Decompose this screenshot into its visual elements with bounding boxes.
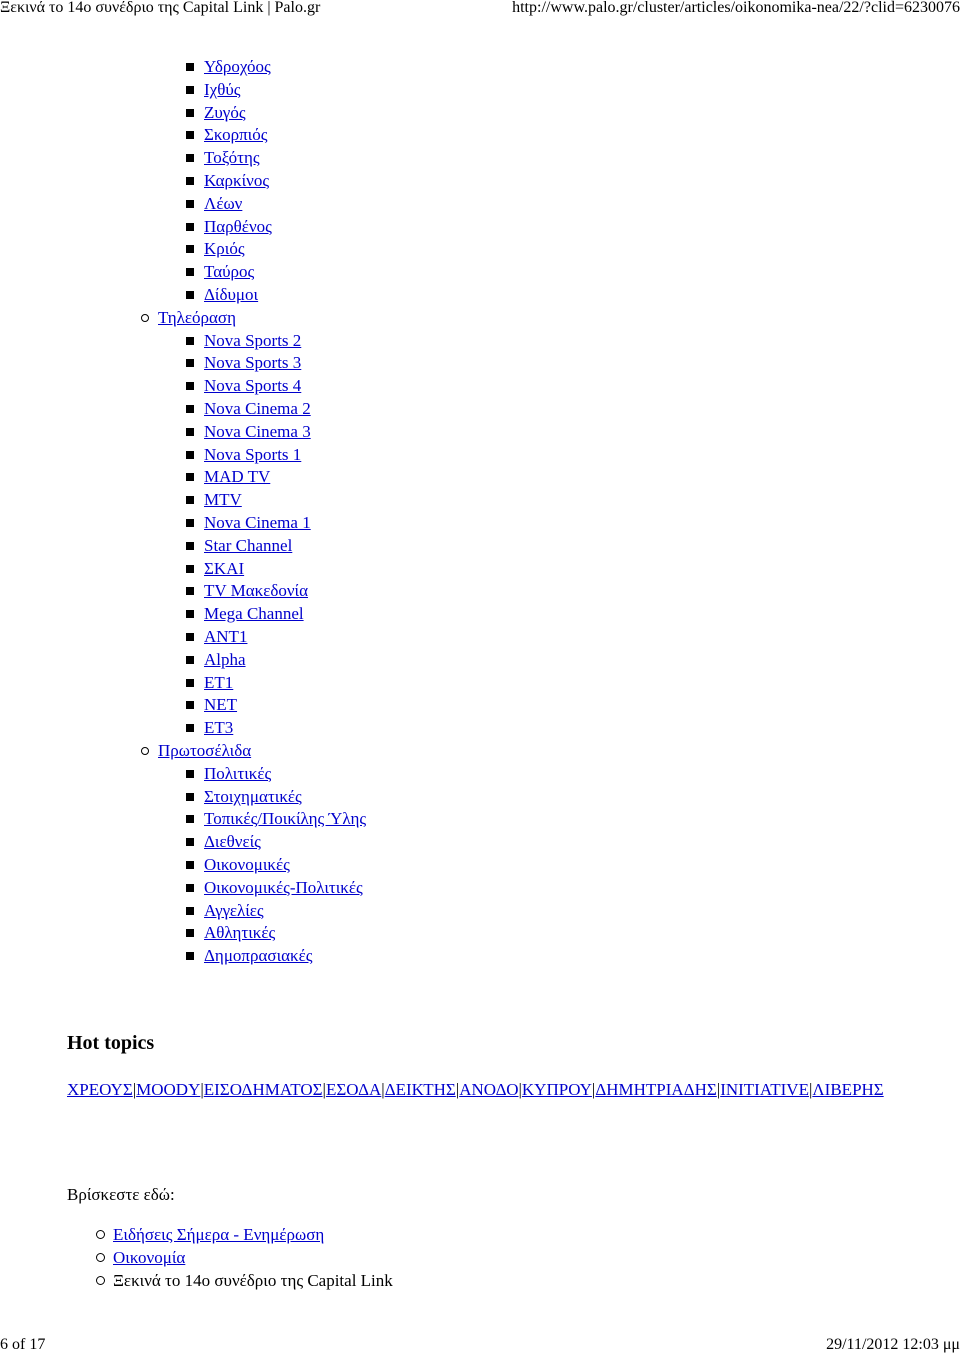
- front-page-item-link[interactable]: Στοιχηματικές: [204, 786, 302, 806]
- square-bullet-icon: [186, 542, 194, 550]
- circle-bullet-icon: [96, 1276, 105, 1285]
- front-page-item-link[interactable]: Αθλητικές: [204, 923, 276, 943]
- square-bullet-icon: [186, 154, 194, 162]
- hot-topic-link[interactable]: ΑΝΟΔΟ: [459, 1080, 519, 1099]
- tv-channel-item-link[interactable]: ANT1: [204, 627, 248, 646]
- hot-topic-link[interactable]: ΔΗΜΗΤΡΙΑΔΗΣ: [595, 1080, 717, 1099]
- zodiac-item-link[interactable]: Σκορπιός: [204, 125, 268, 145]
- front-page-item-link[interactable]: Δημοπρασιακές: [204, 946, 313, 966]
- square-bullet-icon: [186, 337, 194, 345]
- square-bullet-icon: [186, 63, 194, 71]
- front-page-item-link[interactable]: Τοπικές/Ποικίλης Ύλης: [204, 809, 367, 829]
- tv-channel-item-link[interactable]: ΣΚΑΙ: [204, 558, 245, 578]
- zodiac-item-link[interactable]: Δίδυμοι: [204, 285, 259, 304]
- square-bullet-icon: [186, 109, 194, 117]
- tv-channel-item-link[interactable]: MTV: [204, 490, 242, 510]
- square-bullet-icon: [186, 131, 194, 139]
- front-page-item-link[interactable]: Πολιτικές: [204, 763, 272, 783]
- square-bullet-icon: [186, 428, 194, 436]
- square-bullet-icon: [186, 861, 194, 869]
- zodiac-item-link[interactable]: Τοξότης: [204, 148, 260, 168]
- print-header: [0, 0, 960, 20]
- square-bullet-icon: [186, 565, 194, 573]
- square-bullet-icon: [186, 473, 194, 481]
- circle-bullet-icon: [141, 314, 149, 322]
- square-bullet-icon: [186, 587, 194, 595]
- link-separator: |: [518, 1080, 522, 1099]
- square-bullet-icon: [186, 952, 194, 960]
- zodiac-item-link[interactable]: Κριός: [204, 239, 245, 259]
- tv-channel-item-link[interactable]: MAD TV: [204, 467, 271, 487]
- zodiac-item-link[interactable]: Λέων: [204, 193, 243, 213]
- link-separator: |: [455, 1080, 460, 1099]
- square-bullet-icon: [186, 656, 194, 664]
- tv-channel-item-link[interactable]: Nova Sports 4: [204, 376, 302, 396]
- square-bullet-icon: [186, 815, 194, 823]
- hot-topic-link[interactable]: INITIATIVE: [720, 1080, 809, 1099]
- square-bullet-icon: [186, 701, 194, 709]
- square-bullet-icon: [186, 770, 194, 778]
- link-separator: |: [381, 1080, 385, 1099]
- hot-topic-link[interactable]: ΕΙΣΟΔΗΜΑΤΟΣ: [203, 1080, 323, 1099]
- square-bullet-icon: [186, 86, 194, 94]
- front-page-item-link[interactable]: Αγγελίες: [204, 900, 264, 920]
- hot-topic-link[interactable]: ΔΕΙΚΤΗΣ: [384, 1080, 456, 1099]
- link-separator: |: [716, 1080, 721, 1099]
- print-datetime: 29/11/2012 12:03 μμ: [826, 1336, 960, 1353]
- page-title: Ξεκινά το 14ο συνέδριο της Capital Link | Palo.gr: [0, 0, 321, 16]
- page-url: http://www.palo.gr/cluster/articles/oikonomika-nea/22/?clid=6230076: [512, 0, 960, 16]
- tv-channel-item-link[interactable]: Nova Cinema 2: [204, 399, 311, 418]
- square-bullet-icon: [186, 724, 194, 732]
- link-separator: |: [132, 1080, 137, 1099]
- square-bullet-icon: [186, 519, 194, 527]
- tv-channel-item-link[interactable]: Nova Sports 1: [204, 444, 302, 464]
- square-bullet-icon: [186, 291, 194, 299]
- breadcrumb-link[interactable]: Ειδήσεις Σήμερα - Ενημέρωση: [113, 1225, 325, 1244]
- square-bullet-icon: [186, 496, 194, 504]
- hot-topic-link[interactable]: MOODY: [136, 1080, 201, 1099]
- square-bullet-icon: [186, 359, 194, 367]
- zodiac-item-link[interactable]: Ιχθύς: [204, 79, 241, 99]
- link-separator: |: [322, 1080, 326, 1099]
- square-bullet-icon: [186, 245, 194, 253]
- print-footer: [0, 1337, 960, 1355]
- square-bullet-icon: [186, 633, 194, 641]
- square-bullet-icon: [186, 382, 194, 390]
- square-bullet-icon: [186, 268, 194, 276]
- square-bullet-icon: [186, 929, 194, 937]
- hot-topic-link[interactable]: ΛΙΒΕΡΗΣ: [812, 1080, 884, 1099]
- square-bullet-icon: [186, 907, 194, 915]
- square-bullet-icon: [186, 679, 194, 687]
- square-bullet-icon: [186, 838, 194, 846]
- tv-channel-item-link[interactable]: ET3: [204, 718, 234, 738]
- link-separator: |: [808, 1080, 813, 1099]
- circle-bullet-icon: [96, 1230, 105, 1239]
- zodiac-item-link[interactable]: Ταύρος: [204, 262, 255, 282]
- breadcrumb-label: Βρίσκεστε εδώ:: [67, 1185, 175, 1204]
- zodiac-item-link[interactable]: Καρκίνος: [204, 171, 270, 190]
- hot-topics-heading: Hot topics: [67, 1032, 155, 1054]
- circle-bullet-icon: [96, 1253, 105, 1262]
- zodiac-item-link[interactable]: Ζυγός: [204, 102, 246, 122]
- breadcrumb-current: Ξεκινά το 14ο συνέδριο της Capital Link: [113, 1271, 393, 1290]
- square-bullet-icon: [186, 405, 194, 413]
- tv-channel-item-link[interactable]: Nova Sports 3: [204, 353, 302, 373]
- tv-channel-item-link[interactable]: Nova Cinema 1: [204, 513, 311, 532]
- square-bullet-icon: [186, 793, 194, 801]
- zodiac-item-link[interactable]: Υδροχόος: [204, 57, 271, 76]
- square-bullet-icon: [186, 177, 194, 185]
- square-bullet-icon: [186, 223, 194, 231]
- hot-topic-link[interactable]: ΚΥΠΡΟΥ: [521, 1080, 592, 1099]
- front-page-item-link[interactable]: Διεθνείς: [204, 832, 261, 852]
- tv-channel-item-link[interactable]: ET1: [204, 672, 234, 692]
- tv-channel-item-link[interactable]: TV Μακεδονία: [204, 581, 309, 601]
- hot-topic-link[interactable]: ΧΡΕΟΥΣ: [67, 1080, 133, 1099]
- front-page-item-link[interactable]: Οικονομικές: [204, 855, 290, 874]
- tv-channel-item-link[interactable]: NET: [204, 695, 238, 715]
- breadcrumb-link[interactable]: Οικονομία: [113, 1248, 186, 1267]
- hot-topic-link[interactable]: ΕΣΟΔΑ: [325, 1080, 382, 1099]
- front-page-item-link[interactable]: Οικονομικές-Πολιτικές: [204, 877, 363, 897]
- square-bullet-icon: [186, 200, 194, 208]
- tv-channel-item-link[interactable]: Star Channel: [204, 535, 293, 555]
- hot-topics-links: [67, 1078, 887, 1101]
- tv-channel-item-link[interactable]: Mega Channel: [204, 604, 304, 624]
- tv-channel-item-link[interactable]: Nova Sports 2: [204, 330, 302, 350]
- page-counter: 6 of 17: [0, 1336, 46, 1353]
- tv-channel-item-link[interactable]: Nova Cinema 3: [204, 421, 311, 441]
- category-tv-link[interactable]: Τηλεόραση: [158, 307, 236, 327]
- circle-bullet-icon: [141, 747, 149, 755]
- category-front-pages-link[interactable]: Πρωτοσέλιδα: [158, 741, 252, 760]
- link-separator: |: [591, 1080, 596, 1099]
- square-bullet-icon: [186, 884, 194, 892]
- square-bullet-icon: [186, 451, 194, 459]
- link-separator: |: [200, 1080, 204, 1099]
- zodiac-item-link[interactable]: Παρθένος: [204, 216, 272, 236]
- tv-channel-item-link[interactable]: Alpha: [204, 649, 246, 669]
- square-bullet-icon: [186, 610, 194, 618]
